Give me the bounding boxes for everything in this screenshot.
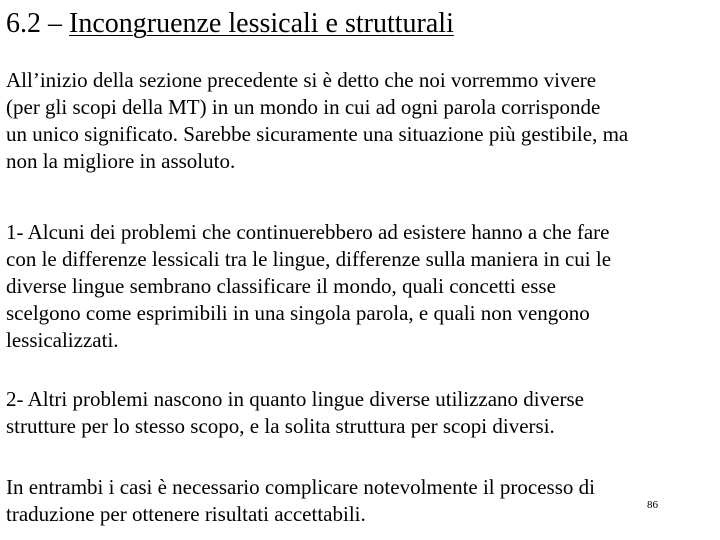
text-line: 1- Alcuni dei problemi che continuerebbero ad esistere hanno a che fare [6,220,610,244]
paragraph-intro [6,67,628,175]
text-line: All’inizio della sezione precedente si è detto che noi vorremmo vivere [6,68,597,92]
text-line: 2- Altri problemi nascono in quanto lingue diverse utilizzano diverse [6,387,584,411]
text-line: In entrambi i casi è necessario complicare notevolmente il processo di [6,475,595,499]
text-line: lessicalizzati. [6,328,119,352]
section-number: 6.2 – [6,8,69,39]
page-number: 86 [647,499,658,511]
text-line: con le differenze lessicali tra le lingue, differenze sulla maniera in cui le [6,247,612,271]
section-title: Incongruenze lessicali e strutturali [69,8,454,39]
paragraph-conclusion [6,474,595,528]
text-line: traduzione per ottenere risultati accettabili. [6,502,366,526]
text-line: non la migliore in assoluto. [6,149,236,173]
text-line: diverse lingue sembrano classificare il mondo, quali concetti esse [6,274,556,298]
text-line: un unico significato. Sarebbe sicuramente una situazione più gestibile, ma [6,122,629,146]
paragraph-point-2 [6,386,584,440]
text-line: (per gli scopi della MT) in un mondo in cui ad ogni parola corrisponde [6,95,601,119]
text-line: strutture per lo stesso scopo, e la solita struttura per scopi diversi. [6,414,555,438]
slide-title [6,8,454,40]
text-line: scelgono come esprimibili in una singola parola, e quali non vengono [6,301,590,325]
paragraph-point-1 [6,219,611,354]
